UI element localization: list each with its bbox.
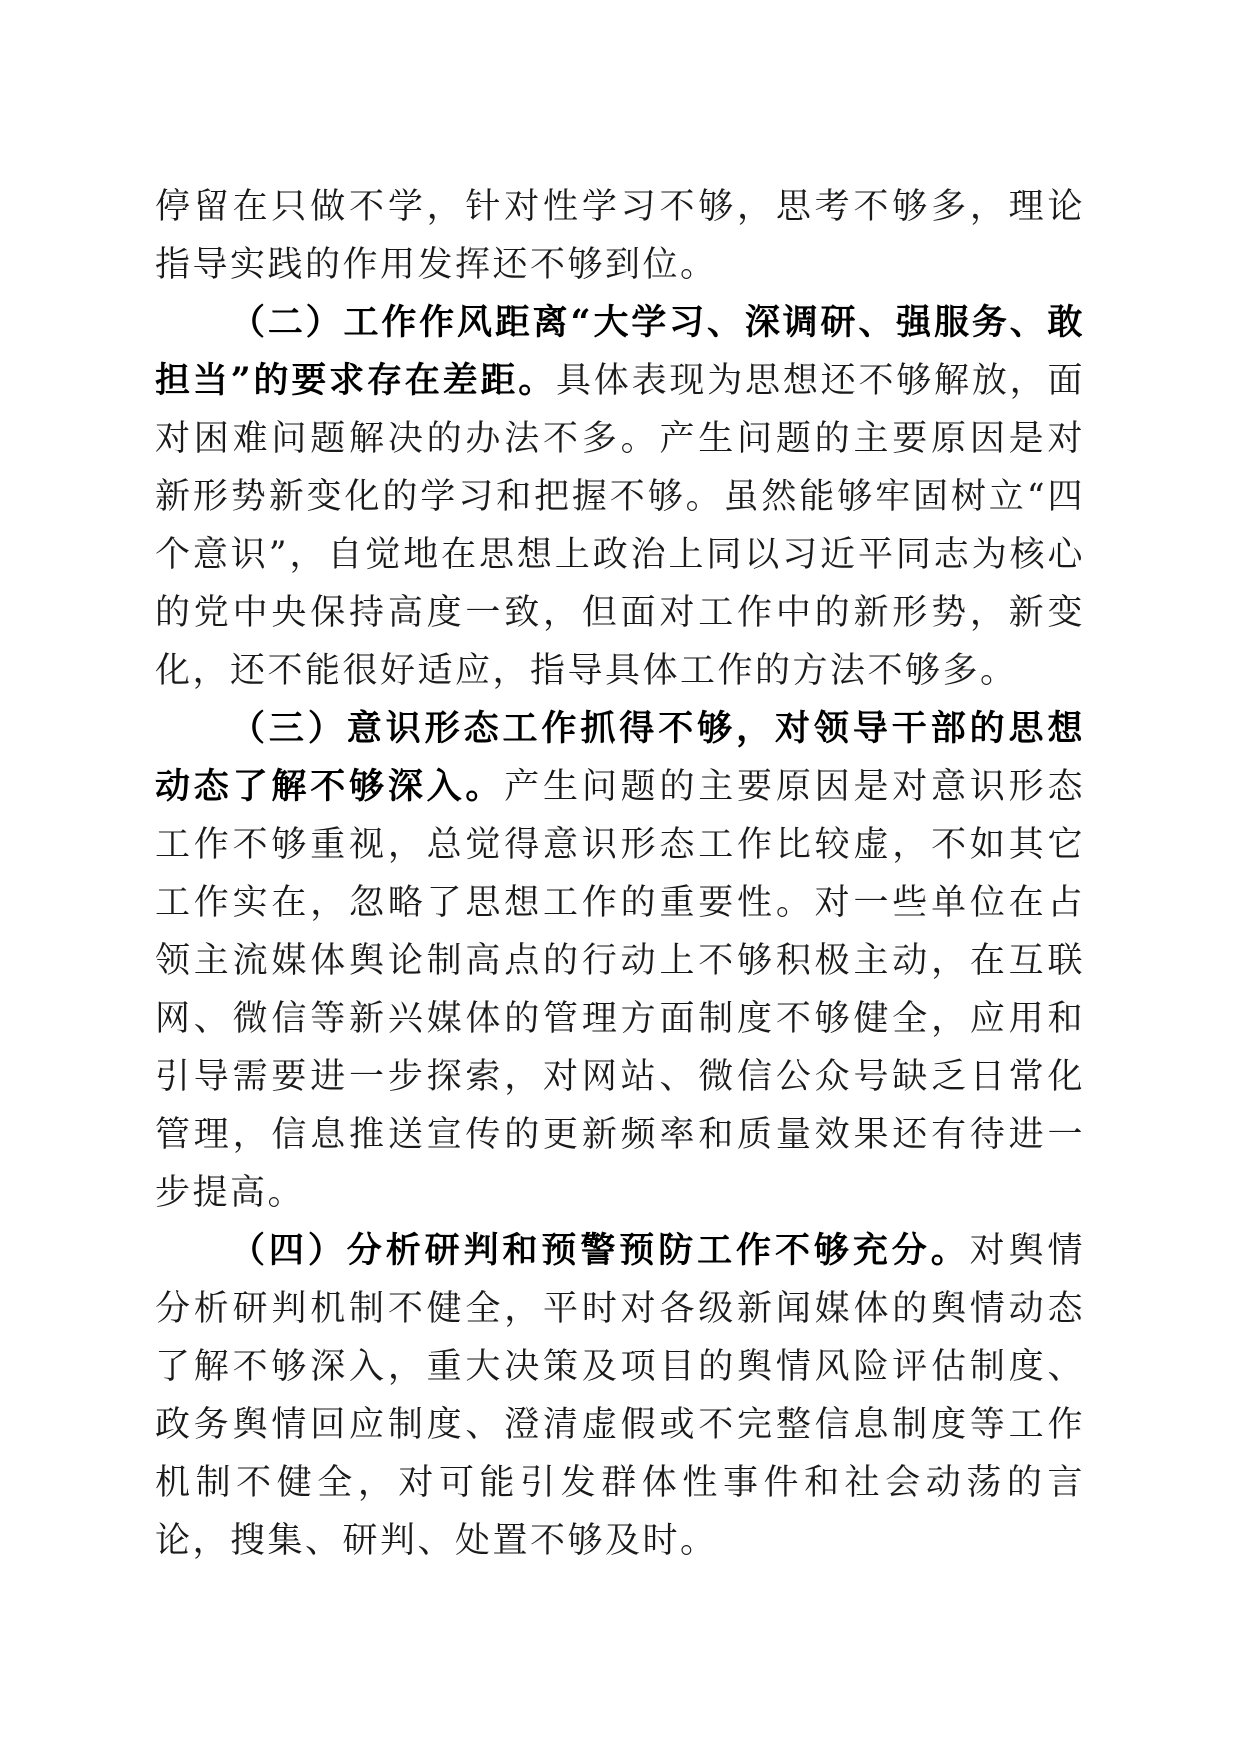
paragraph-body: 产生问题的主要原因是对意识形态工作不够重视，总觉得意识形态工作比较虚，不如其它工作实在，忽略了思想工作的重要性。对一些单位在占领主流媒体舆论制高点的行动上不够积极主动，在互联网、微信等新兴媒体的管理方面制度不够健全，应用和引导需要进一步探索，对网站、微信公众号缺乏日常化管理，信息推送宣传的更新频率和质量效果还有待进一步提高。 [155, 767, 1085, 1213]
section-heading: （三）意识形态工作抓得不够，对领导干部的思想动态了解不够深入。 [155, 708, 1085, 807]
paragraph-body: 具体表现为思想还不够解放，面对困难问题解决的办法不多。产生问题的主要原因是对新形势新变化的学习和把握不够。虽然能够牢固树立“四个意识”，自觉地在思想上政治上同以习近平同志为核心的党中央保持高度一致，但面对工作中的新形势，新变化，还不能很好适应，指导具体工作的方法不够多。 [155, 361, 1085, 691]
section-heading: （四）分析研判和预警预防工作不够充分。 [230, 1230, 970, 1271]
paragraph-body: 对舆情分析研判机制不健全，平时对各级新闻媒体的舆情动态了解不够深入，重大决策及项目的舆情风险评估制度、政务舆情回应制度、澄清虚假或不完整信息制度等工作机制不健全，对可能引发群体性事件和社会动荡的言论，搜集、研判、处置不够及时。 [155, 1231, 1085, 1561]
paragraph-section-2 [155, 294, 1085, 700]
paragraph-body: 停留在只做不学，针对性学习不够，思考不够多，理论指导实践的作用发挥还不够到位。 [155, 187, 1085, 285]
paragraph-section-4 [155, 1222, 1085, 1570]
document-body [155, 178, 1085, 1570]
paragraph-continuation [155, 178, 1085, 294]
paragraph-section-3 [155, 700, 1085, 1222]
section-heading: （二）工作作风距离“大学习、深调研、强服务、敢担当”的要求存在差距。 [155, 302, 1085, 401]
